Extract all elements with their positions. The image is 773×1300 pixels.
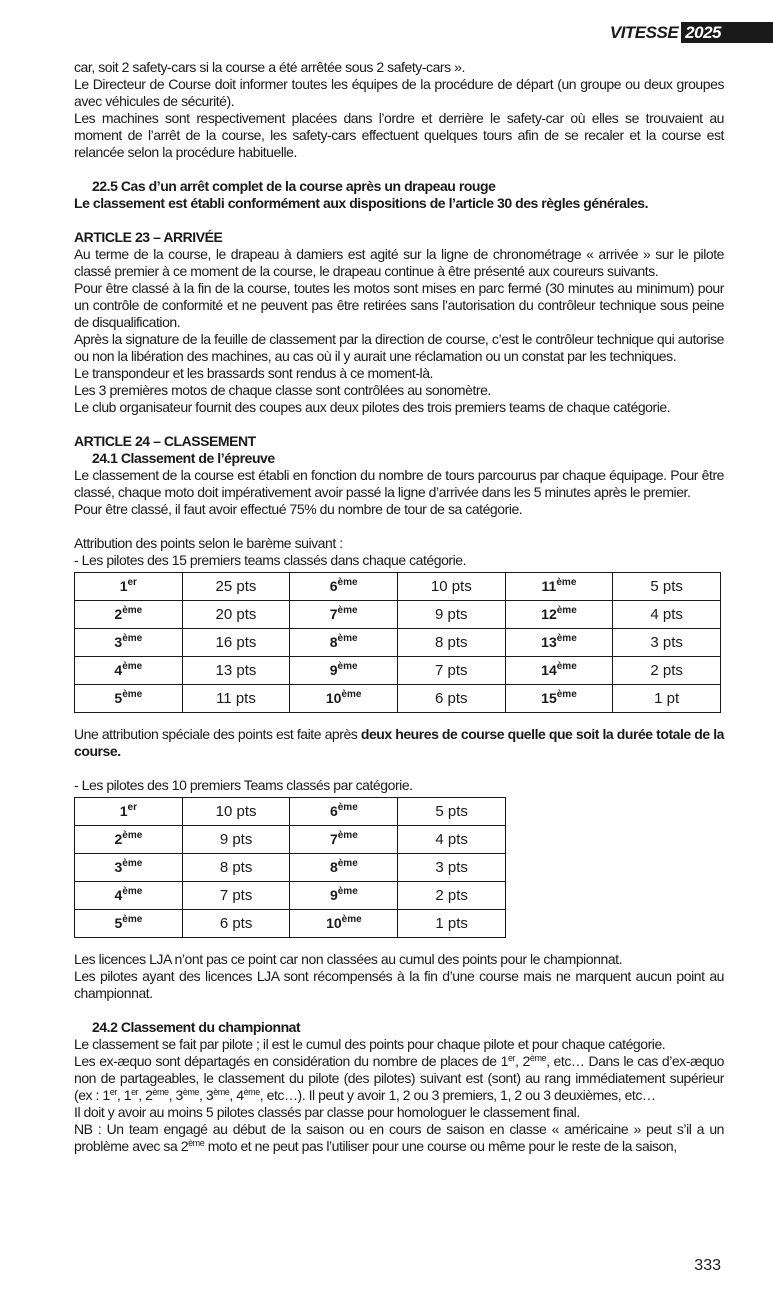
table-row <box>75 685 721 713</box>
table-row <box>75 854 506 882</box>
paragraph: Les pilotes ayant des licences LJA sont récompensés à la fin d’une course mais ne marquent aucun point au championnat. <box>74 968 724 1001</box>
rank-cell: 4ème <box>75 657 183 685</box>
points-cell: 9 pts <box>182 826 290 854</box>
points-table-15 <box>74 572 721 713</box>
points-cell: 9 pts <box>398 601 506 629</box>
rank-cell: 5ème <box>75 910 183 938</box>
rank-cell: 9ème <box>290 882 398 910</box>
paragraph: Le classement de la course est établi en fonction du nombre de tours parcourus par chaque équipage. Pour être classé, chaque moto doit impérativement avoir passé la ligne d’arrivée dans les 5 minutes après le premier. <box>74 467 724 500</box>
points-cell: 5 pts <box>398 798 506 826</box>
rank-cell: 6ème <box>290 798 398 826</box>
rank-cell: 2ème <box>75 601 183 629</box>
paragraph: - Les pilotes des 15 premiers teams classés dans chaque catégorie. <box>74 552 467 568</box>
paragraph: Après la signature de la feuille de classement par la direction de course, c’est le contrôleur technique qui autorise ou non la libération des machines, au cas où il y aurait une réclamation ou un constat par les techniques. <box>74 331 724 364</box>
points-cell: 20 pts <box>182 601 290 629</box>
rank-cell: 10ème <box>290 685 398 713</box>
points-cell: 10 pts <box>398 573 506 601</box>
points-cell: 2 pts <box>613 657 721 685</box>
rank-cell: 10ème <box>290 910 398 938</box>
rank-cell: 5ème <box>75 685 183 713</box>
points-cell: 7 pts <box>182 882 290 910</box>
article-23-title: ARTICLE 23 – ARRIVÉE <box>74 229 223 245</box>
points-cell: 10 pts <box>182 798 290 826</box>
article-24-title: ARTICLE 24 – CLASSEMENT <box>74 433 256 449</box>
paragraph: Pour être classé à la fin de la course, toutes les motos sont mises en parc fermé (30 minutes au minimum) pour un contrôle de conformité et ne peuvent pas être retirées sans l’autorisation du contrôleur technique sous peine de disqualification. <box>74 280 724 330</box>
paragraph: Les 3 premières motos de chaque classe sont contrôlées au sonomètre. <box>74 382 491 398</box>
page-content <box>74 59 724 1155</box>
table-row <box>75 629 721 657</box>
points-cell: 3 pts <box>613 629 721 657</box>
rank-cell: 11ème <box>505 573 613 601</box>
rank-cell: 7ème <box>290 601 398 629</box>
header-banner <box>610 22 773 43</box>
paragraph: Pour être classé, il faut avoir effectué 75% du nombre de tour de sa catégorie. <box>74 501 523 517</box>
paragraph: Attribution des points selon le barème suivant : <box>74 535 343 551</box>
points-cell: 16 pts <box>182 629 290 657</box>
points-cell: 1 pts <box>398 910 506 938</box>
paragraph: NB : Un team engagé au début de la saison ou en cours de saison en classe « américaine » peut s’il a un problème avec sa 2ème moto et ne peut pas l’utiliser pour une course ou même pour le reste de la saison, <box>74 1121 724 1154</box>
table-row <box>75 657 721 685</box>
table-row <box>75 573 721 601</box>
rank-cell: 3ème <box>75 629 183 657</box>
paragraph: Le club organisateur fournit des coupes aux deux pilotes des trois premiers teams de chaque catégorie. <box>74 399 671 415</box>
rank-cell: 9ème <box>290 657 398 685</box>
rank-cell: 3ème <box>75 854 183 882</box>
page-number: 333 <box>694 1257 721 1274</box>
table-row <box>75 882 506 910</box>
paragraph: Les machines sont respectivement placées dans l’ordre et derrière le safety-car où elles se trouvaient au moment de l’arrêt de la course, les safety-cars effectuent quelques tours afin de se recaler et la course est relancée selon la procédure habituelle. <box>74 110 724 160</box>
points-cell: 2 pts <box>398 882 506 910</box>
rank-cell: 13ème <box>505 629 613 657</box>
points-cell: 4 pts <box>613 601 721 629</box>
table-row <box>75 910 506 938</box>
rank-cell: 12ème <box>505 601 613 629</box>
points-cell: 25 pts <box>182 573 290 601</box>
header-year: 2025 <box>681 22 773 43</box>
points-cell: 5 pts <box>613 573 721 601</box>
points-cell: 8 pts <box>398 629 506 657</box>
rank-cell: 8ème <box>290 629 398 657</box>
rank-cell: 2ème <box>75 826 183 854</box>
paragraph: car, soit 2 safety-cars si la course a été arrêtée sous 2 safety-cars ». <box>74 59 465 75</box>
special-text: Une attribution spéciale des points est faite après <box>74 726 361 742</box>
section-heading-24-1: 24.1 Classement de l’épreuve <box>92 450 275 466</box>
rank-cell: 4ème <box>75 882 183 910</box>
header-title: VITESSE <box>609 23 679 42</box>
special-text-bold: deux heures de course quelle que soit la durée totale de la course. <box>74 726 724 759</box>
points-cell: 1 pt <box>613 685 721 713</box>
points-cell: 7 pts <box>398 657 506 685</box>
table-row <box>75 826 506 854</box>
points-cell: 3 pts <box>398 854 506 882</box>
section-heading-22-5: 22.5 Cas d’un arrêt complet de la course après un drapeau rouge <box>92 178 496 194</box>
points-cell: 11 pts <box>182 685 290 713</box>
rank-cell: 14ème <box>505 657 613 685</box>
paragraph: Il doit y avoir au moins 5 pilotes classés par classe pour homologuer le classement final. <box>74 1104 580 1120</box>
paragraph: Les ex-æquo sont départagés en considération du nombre de places de 1er, 2ème, etc… Dans le cas d’ex-æquo non de partageables, le classement du pilote (des pilotes) suivant est (sont) au rang immédiatement supérieur (ex : 1er, 1er, 2ème, 3ème, 3ème, 4ème, etc…). Il peut y avoir 1, 2 ou 3 premiers, 1, 2 ou 3 deuxièmes, etc… <box>74 1053 725 1103</box>
points-cell: 8 pts <box>182 854 290 882</box>
paragraph: Au terme de la course, le drapeau à damiers est agité sur la ligne de chronométrage « arrivée » sur le pilote classé premier à ce moment de la course, le drapeau continue à être présenté aux coureurs suivants. <box>74 246 724 279</box>
points-cell: 13 pts <box>182 657 290 685</box>
rank-cell: 6ème <box>290 573 398 601</box>
rank-cell: 1er <box>75 798 183 826</box>
rank-cell: 7ème <box>290 826 398 854</box>
paragraph <box>74 726 724 760</box>
rank-cell: 1er <box>75 573 183 601</box>
table-row <box>75 601 721 629</box>
points-cell: 4 pts <box>398 826 506 854</box>
rank-cell: 15ème <box>505 685 613 713</box>
points-table-10 <box>74 797 506 938</box>
rank-cell: 8ème <box>290 854 398 882</box>
paragraph: Le classement se fait par pilote ; il est le cumul des points pour chaque pilote et pour chaque catégorie. <box>74 1036 666 1052</box>
paragraph: Les licences LJA n’ont pas ce point car non classées au cumul des points pour le championnat. <box>74 951 623 967</box>
paragraph: Le transpondeur et les brassards sont rendus à ce moment-là. <box>74 365 433 381</box>
paragraph-bold: Le classement est établi conformément aux dispositions de l’article 30 des règles générales. <box>74 195 649 211</box>
table-row <box>75 798 506 826</box>
section-heading-24-2: 24.2 Classement du championnat <box>92 1019 301 1035</box>
points-cell: 6 pts <box>182 910 290 938</box>
points-cell: 6 pts <box>398 685 506 713</box>
paragraph: - Les pilotes des 10 premiers Teams classés par catégorie. <box>74 777 413 793</box>
paragraph: Le Directeur de Course doit informer toutes les équipes de la procédure de départ (un groupe ou deux groupes avec véhicules de sécurité). <box>74 76 724 109</box>
